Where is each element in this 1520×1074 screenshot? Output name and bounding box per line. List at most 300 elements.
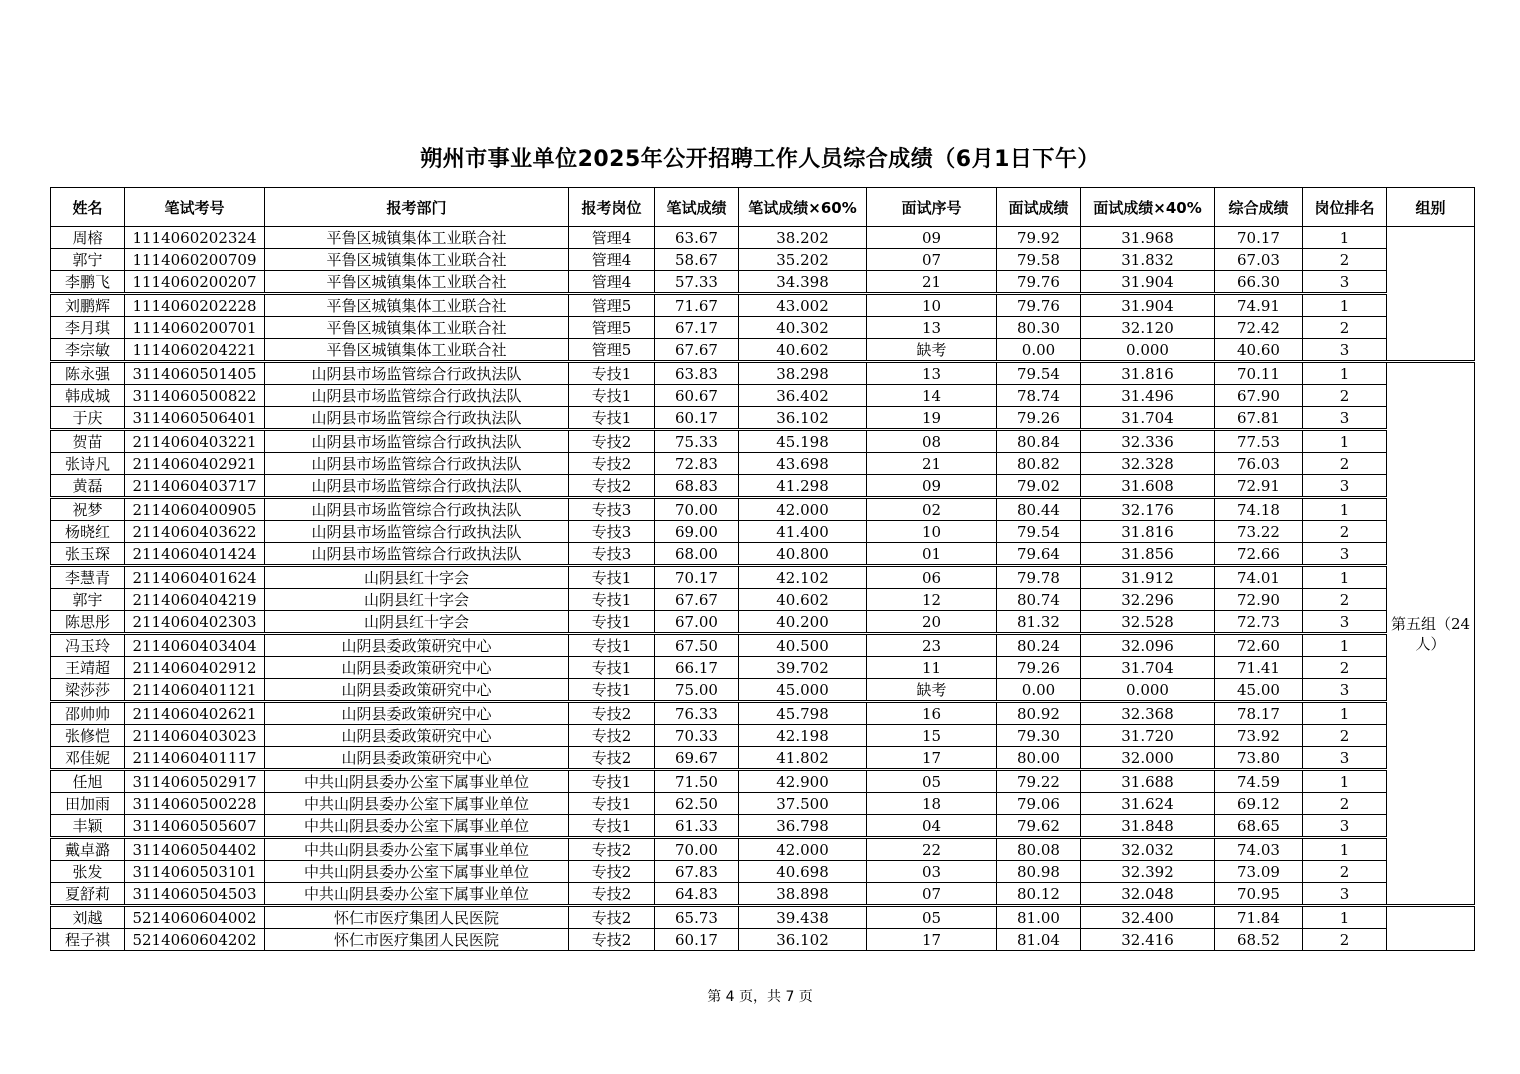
table-cell: 缺考 [867,339,997,362]
table-cell: 专技2 [569,906,655,929]
table-cell: 陈思彤 [51,611,125,634]
table-cell: 山阴县市场监管综合行政执法队 [265,362,569,385]
table-cell: 31.904 [1081,294,1215,317]
table-cell: 31.608 [1081,475,1215,498]
table-cell: 41.400 [739,521,867,543]
header-cell: 岗位排名 [1303,188,1387,227]
header-row [51,188,1475,227]
table-cell: 平鲁区城镇集体工业联合社 [265,294,569,317]
table-cell: 2 [1303,929,1387,951]
table-cell: 专技1 [569,793,655,815]
table-row [51,566,1475,589]
table-row [51,430,1475,453]
table-cell: 专技2 [569,838,655,861]
table-cell: 3 [1303,611,1387,634]
table-cell: 32.528 [1081,611,1215,634]
table-cell: 70.95 [1215,883,1303,906]
table-cell: 79.58 [997,249,1081,271]
table-cell: 任旭 [51,770,125,793]
table-cell: 夏舒莉 [51,883,125,906]
table-cell: 1 [1303,702,1387,725]
table-cell: 2114060402303 [125,611,265,634]
table-cell: 67.50 [655,634,739,657]
table-cell: 管理5 [569,317,655,339]
table-cell: 36.798 [739,815,867,838]
table-cell: 专技1 [569,589,655,611]
table-cell: 3114060500228 [125,793,265,815]
table-cell: 0.000 [1081,679,1215,702]
table-cell: 79.26 [997,407,1081,430]
table-cell: 专技1 [569,657,655,679]
table-cell: 山阴县红十字会 [265,611,569,634]
table-cell: 76.33 [655,702,739,725]
table-row [51,793,1475,815]
table-cell: 76.03 [1215,453,1303,475]
table-cell: 2 [1303,385,1387,407]
table-cell: 74.03 [1215,838,1303,861]
table-cell: 1114060200701 [125,317,265,339]
table-cell: 73.92 [1215,725,1303,747]
table-cell: 40.602 [739,589,867,611]
table-cell: 3114060504402 [125,838,265,861]
table-cell: 中共山阴县委办公室下属事业单位 [265,883,569,906]
table-cell: 09 [867,227,997,249]
table-cell: 19 [867,407,997,430]
table-cell: 山阴县委政策研究中心 [265,725,569,747]
table-cell: 管理4 [569,227,655,249]
header-cell: 笔试考号 [125,188,265,227]
table-cell: 32.000 [1081,747,1215,770]
table-cell: 80.00 [997,747,1081,770]
table-cell: 3 [1303,883,1387,906]
table-cell: 03 [867,861,997,883]
table-row [51,747,1475,770]
table-cell: 3 [1303,747,1387,770]
table-cell: 31.816 [1081,521,1215,543]
table-cell: 3114060506401 [125,407,265,430]
header-cell: 笔试成绩 [655,188,739,227]
table-cell: 1 [1303,227,1387,249]
table-cell: 32.336 [1081,430,1215,453]
group-label: 第五组（24人） [1387,362,1475,906]
table-cell: 山阴县市场监管综合行政执法队 [265,385,569,407]
table-cell: 31.968 [1081,227,1215,249]
table-cell: 专技2 [569,861,655,883]
score-table [50,187,1475,951]
table-cell: 1114060202228 [125,294,265,317]
table-cell: 57.33 [655,271,739,294]
table-cell: 72.66 [1215,543,1303,566]
table-cell: 山阴县市场监管综合行政执法队 [265,430,569,453]
table-cell: 管理5 [569,339,655,362]
table-cell: 3 [1303,815,1387,838]
table-cell: 79.78 [997,566,1081,589]
table-row [51,770,1475,793]
table-cell: 75.33 [655,430,739,453]
table-cell: 2 [1303,793,1387,815]
table-cell: 80.30 [997,317,1081,339]
table-cell: 山阴县市场监管综合行政执法队 [265,407,569,430]
header-cell: 笔试成绩×60% [739,188,867,227]
table-cell: 2114060402621 [125,702,265,725]
header-cell: 面试成绩 [997,188,1081,227]
table-row [51,385,1475,407]
table-cell: 67.83 [655,861,739,883]
table-cell: 78.74 [997,385,1081,407]
table-cell: 王靖超 [51,657,125,679]
table-cell: 40.800 [739,543,867,566]
table-row [51,702,1475,725]
table-cell: 58.67 [655,249,739,271]
table-cell: 2 [1303,589,1387,611]
table-cell: 31.624 [1081,793,1215,815]
table-cell: 山阴县红十字会 [265,566,569,589]
table-row [51,589,1475,611]
table-cell: 专技2 [569,430,655,453]
table-cell: 专技2 [569,725,655,747]
table-cell: 3114060501405 [125,362,265,385]
table-cell: 73.22 [1215,521,1303,543]
table-cell: 专技1 [569,407,655,430]
table-cell: 06 [867,566,997,589]
table-cell: 1 [1303,838,1387,861]
table-cell: 16 [867,702,997,725]
table-cell: 0.000 [1081,339,1215,362]
table-cell: 79.76 [997,271,1081,294]
table-cell: 08 [867,430,997,453]
table-cell: 管理4 [569,271,655,294]
table-cell: 67.03 [1215,249,1303,271]
table-cell: 35.202 [739,249,867,271]
table-row [51,929,1475,951]
table-cell: 80.74 [997,589,1081,611]
table-cell: 2114060401424 [125,543,265,566]
table-cell: 1 [1303,906,1387,929]
header-cell: 综合成绩 [1215,188,1303,227]
table-cell: 81.00 [997,906,1081,929]
table-cell: 31.832 [1081,249,1215,271]
table-cell: 32.416 [1081,929,1215,951]
table-cell: 07 [867,249,997,271]
table-cell: 74.01 [1215,566,1303,589]
table-cell: 13 [867,362,997,385]
table-cell: 山阴县市场监管综合行政执法队 [265,453,569,475]
table-cell: 71.67 [655,294,739,317]
table-cell: 李月琪 [51,317,125,339]
table-cell: 2114060402921 [125,453,265,475]
table-cell: 70.11 [1215,362,1303,385]
table-cell: 张诗凡 [51,453,125,475]
table-row [51,634,1475,657]
table-cell: 2114060403221 [125,430,265,453]
group-cell-empty [1387,906,1475,951]
table-cell: 21 [867,453,997,475]
table-row [51,227,1475,249]
table-cell: 邓佳妮 [51,747,125,770]
table-cell: 3114060503101 [125,861,265,883]
table-cell: 32.096 [1081,634,1215,657]
table-cell: 66.17 [655,657,739,679]
table-cell: 68.52 [1215,929,1303,951]
table-cell: 张发 [51,861,125,883]
table-cell: 79.92 [997,227,1081,249]
table-cell: 18 [867,793,997,815]
table-cell: 1 [1303,430,1387,453]
table-cell: 68.83 [655,475,739,498]
table-cell: 40.302 [739,317,867,339]
table-cell: 71.50 [655,770,739,793]
table-cell: 平鲁区城镇集体工业联合社 [265,249,569,271]
table-cell: 专技3 [569,498,655,521]
table-cell: 祝梦 [51,498,125,521]
table-cell: 贺苗 [51,430,125,453]
table-cell: 专技3 [569,521,655,543]
table-row [51,453,1475,475]
table-cell: 77.53 [1215,430,1303,453]
table-cell: 43.002 [739,294,867,317]
table-cell: 45.798 [739,702,867,725]
table-cell: 67.67 [655,339,739,362]
table-cell: 2 [1303,317,1387,339]
table-cell: 郭宁 [51,249,125,271]
table-cell: 杨晓红 [51,521,125,543]
table-cell: 14 [867,385,997,407]
table-cell: 39.702 [739,657,867,679]
table-cell: 80.92 [997,702,1081,725]
table-cell: 31.496 [1081,385,1215,407]
table-row [51,339,1475,362]
header-cell: 面试序号 [867,188,997,227]
table-cell: 平鲁区城镇集体工业联合社 [265,271,569,294]
table-cell: 2114060401117 [125,747,265,770]
table-cell: 67.00 [655,611,739,634]
page-title: 朔州市事业单位2025年公开招聘工作人员综合成绩（6月1日下午） [420,147,1100,172]
table-cell: 40.698 [739,861,867,883]
table-cell: 郭宇 [51,589,125,611]
table-cell: 39.438 [739,906,867,929]
table-cell: 2114060403622 [125,521,265,543]
table-cell: 07 [867,883,997,906]
table-cell: 45.00 [1215,679,1303,702]
table-cell: 丰颖 [51,815,125,838]
table-cell: 怀仁市医疗集团人民医院 [265,906,569,929]
table-row [51,679,1475,702]
table-cell: 怀仁市医疗集团人民医院 [265,929,569,951]
table-cell: 36.102 [739,407,867,430]
table-cell: 程子祺 [51,929,125,951]
table-cell: 79.54 [997,362,1081,385]
table-cell: 22 [867,838,997,861]
table-cell: 3 [1303,407,1387,430]
table-cell: 70.17 [1215,227,1303,249]
table-cell: 69.67 [655,747,739,770]
table-cell: 09 [867,475,997,498]
table-row [51,317,1475,339]
table-cell: 80.24 [997,634,1081,657]
table-cell: 专技1 [569,362,655,385]
table-row [51,861,1475,883]
table-row [51,249,1475,271]
table-cell: 04 [867,815,997,838]
table-cell: 13 [867,317,997,339]
table-cell: 专技2 [569,883,655,906]
table-row [51,362,1475,385]
table-cell: 刘越 [51,906,125,929]
table-cell: 山阴县红十字会 [265,589,569,611]
table-cell: 31.704 [1081,407,1215,430]
table-cell: 41.298 [739,475,867,498]
table-cell: 32.368 [1081,702,1215,725]
table-cell: 专技2 [569,747,655,770]
table-cell: 81.32 [997,611,1081,634]
table-cell: 平鲁区城镇集体工业联合社 [265,339,569,362]
table-cell: 80.82 [997,453,1081,475]
table-cell: 02 [867,498,997,521]
table-cell: 3 [1303,271,1387,294]
table-cell: 42.000 [739,498,867,521]
table-cell: 山阴县市场监管综合行政执法队 [265,543,569,566]
table-cell: 72.90 [1215,589,1303,611]
table-cell: 72.42 [1215,317,1303,339]
table-cell: 5214060604002 [125,906,265,929]
table-cell: 38.298 [739,362,867,385]
table-row [51,611,1475,634]
table-cell: 79.26 [997,657,1081,679]
table-cell: 张玉琛 [51,543,125,566]
table-row [51,543,1475,566]
table-cell: 79.64 [997,543,1081,566]
table-cell: 周榕 [51,227,125,249]
table-cell: 65.73 [655,906,739,929]
table-cell: 山阴县委政策研究中心 [265,634,569,657]
table-cell: 李宗敏 [51,339,125,362]
table-cell: 山阴县市场监管综合行政执法队 [265,521,569,543]
table-cell: 平鲁区城镇集体工业联合社 [265,317,569,339]
table-cell: 45.000 [739,679,867,702]
table-cell: 邵帅帅 [51,702,125,725]
table-cell: 1 [1303,294,1387,317]
table-cell: 32.400 [1081,906,1215,929]
table-cell: 1114060200207 [125,271,265,294]
table-cell: 32.032 [1081,838,1215,861]
table-cell: 37.500 [739,793,867,815]
table-cell: 81.04 [997,929,1081,951]
table-cell: 42.000 [739,838,867,861]
page-footer: 第 4 页，共 7 页 [707,989,813,1005]
table-cell: 梁莎莎 [51,679,125,702]
table-cell: 0.00 [997,339,1081,362]
table-cell: 70.00 [655,498,739,521]
table-cell: 72.60 [1215,634,1303,657]
table-cell: 40.200 [739,611,867,634]
table-cell: 中共山阴县委办公室下属事业单位 [265,861,569,883]
table-cell: 64.83 [655,883,739,906]
table-cell: 2 [1303,657,1387,679]
table-cell: 69.12 [1215,793,1303,815]
table-cell: 74.91 [1215,294,1303,317]
table-cell: 专技2 [569,929,655,951]
table-cell: 3 [1303,543,1387,566]
table-cell: 2114060401624 [125,566,265,589]
table-cell: 45.198 [739,430,867,453]
table-cell: 1 [1303,634,1387,657]
table-cell: 40.602 [739,339,867,362]
table-cell: 75.00 [655,679,739,702]
table-cell: 专技1 [569,385,655,407]
table-cell: 2 [1303,453,1387,475]
table-cell: 66.30 [1215,271,1303,294]
table-cell: 3 [1303,475,1387,498]
table-cell: 中共山阴县委办公室下属事业单位 [265,770,569,793]
table-cell: 31.904 [1081,271,1215,294]
table-cell: 中共山阴县委办公室下属事业单位 [265,815,569,838]
table-cell: 11 [867,657,997,679]
table-cell: 70.17 [655,566,739,589]
table-cell: 1114060200709 [125,249,265,271]
table-cell: 黄磊 [51,475,125,498]
table-cell: 平鲁区城镇集体工业联合社 [265,227,569,249]
table-cell: 80.12 [997,883,1081,906]
table-cell: 2114060402912 [125,657,265,679]
table-cell: 3114060502917 [125,770,265,793]
table-cell: 山阴县市场监管综合行政执法队 [265,498,569,521]
table-cell: 78.17 [1215,702,1303,725]
table-cell: 32.176 [1081,498,1215,521]
table-cell: 74.18 [1215,498,1303,521]
table-cell: 05 [867,906,997,929]
table-cell: 31.848 [1081,815,1215,838]
table-cell: 79.30 [997,725,1081,747]
table-cell: 68.00 [655,543,739,566]
table-cell: 2 [1303,725,1387,747]
table-cell: 管理4 [569,249,655,271]
table-cell: 专技1 [569,634,655,657]
table-cell: 田加雨 [51,793,125,815]
table-cell: 32.048 [1081,883,1215,906]
table-cell: 23 [867,634,997,657]
table-cell: 61.33 [655,815,739,838]
table-cell: 71.41 [1215,657,1303,679]
table-cell: 3114060504503 [125,883,265,906]
table-cell: 刘鹏辉 [51,294,125,317]
table-row [51,883,1475,906]
table-cell: 80.84 [997,430,1081,453]
table-cell: 专技2 [569,453,655,475]
table-cell: 79.06 [997,793,1081,815]
header-cell: 报考部门 [265,188,569,227]
table-cell: 67.17 [655,317,739,339]
table-row [51,521,1475,543]
table-cell: 79.62 [997,815,1081,838]
table-cell: 73.09 [1215,861,1303,883]
table-cell: 3114060500822 [125,385,265,407]
table-cell: 79.54 [997,521,1081,543]
table-cell: 张修恺 [51,725,125,747]
table-cell: 专技1 [569,679,655,702]
table-cell: 42.198 [739,725,867,747]
table-row [51,657,1475,679]
table-row [51,271,1475,294]
table-cell: 80.44 [997,498,1081,521]
table-cell: 60.67 [655,385,739,407]
table-cell: 20 [867,611,997,634]
table-cell: 62.50 [655,793,739,815]
table-cell: 17 [867,747,997,770]
table-cell: 12 [867,589,997,611]
table-cell: 2114060403717 [125,475,265,498]
table-cell: 38.898 [739,883,867,906]
table-cell: 32.120 [1081,317,1215,339]
